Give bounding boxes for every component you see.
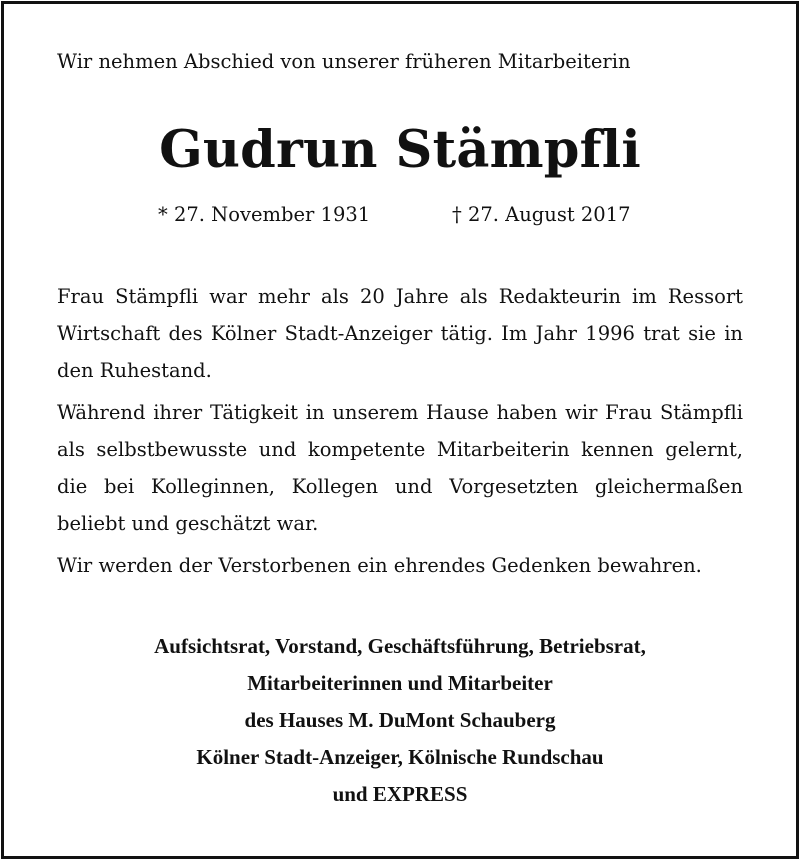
paragraph-appreciation: Während ihrer Tätigkeit in unserem Hause haben wir Frau Stämpfli als selbstbewusste und kompetente Mitarbeiterin kennen gelernt, die bei Kolleginnen, Kollegen und Vorgesetzten gleichermaßen beliebt und geschätzt war.	[57, 401, 743, 535]
death-date: † 27. August 2017	[452, 203, 631, 226]
intro-line: Wir nehmen Abschied von unserer früheren Mitarbeiterin	[57, 50, 631, 73]
signer-line: des Hauses M. DuMont Schauberg	[244, 708, 556, 732]
birth-date: * 27. November 1931	[158, 203, 371, 226]
deceased-name: Gudrun Stämpfli	[159, 120, 641, 180]
signer-line: Kölner Stadt-Anzeiger, Kölnische Rundschau	[196, 745, 604, 769]
paragraph-remembrance: Wir werden der Verstorbenen ein ehrendes Gedenken bewahren.	[57, 554, 702, 577]
signers-block	[0, 628, 800, 813]
signer-line: Aufsichtsrat, Vorstand, Geschäftsführung, Betriebsrat,	[154, 634, 646, 658]
paragraph-career: Frau Stämpfli war mehr als 20 Jahre als Redakteurin im Ressort Wirtschaft des Kölner Stadt-Anzeiger tätig. Im Jahr 1996 trat sie in den Ruhestand.	[57, 285, 743, 382]
signer-line: und EXPRESS	[332, 782, 468, 806]
signer-line: Mitarbeiterinnen und Mitarbeiter	[247, 671, 553, 695]
